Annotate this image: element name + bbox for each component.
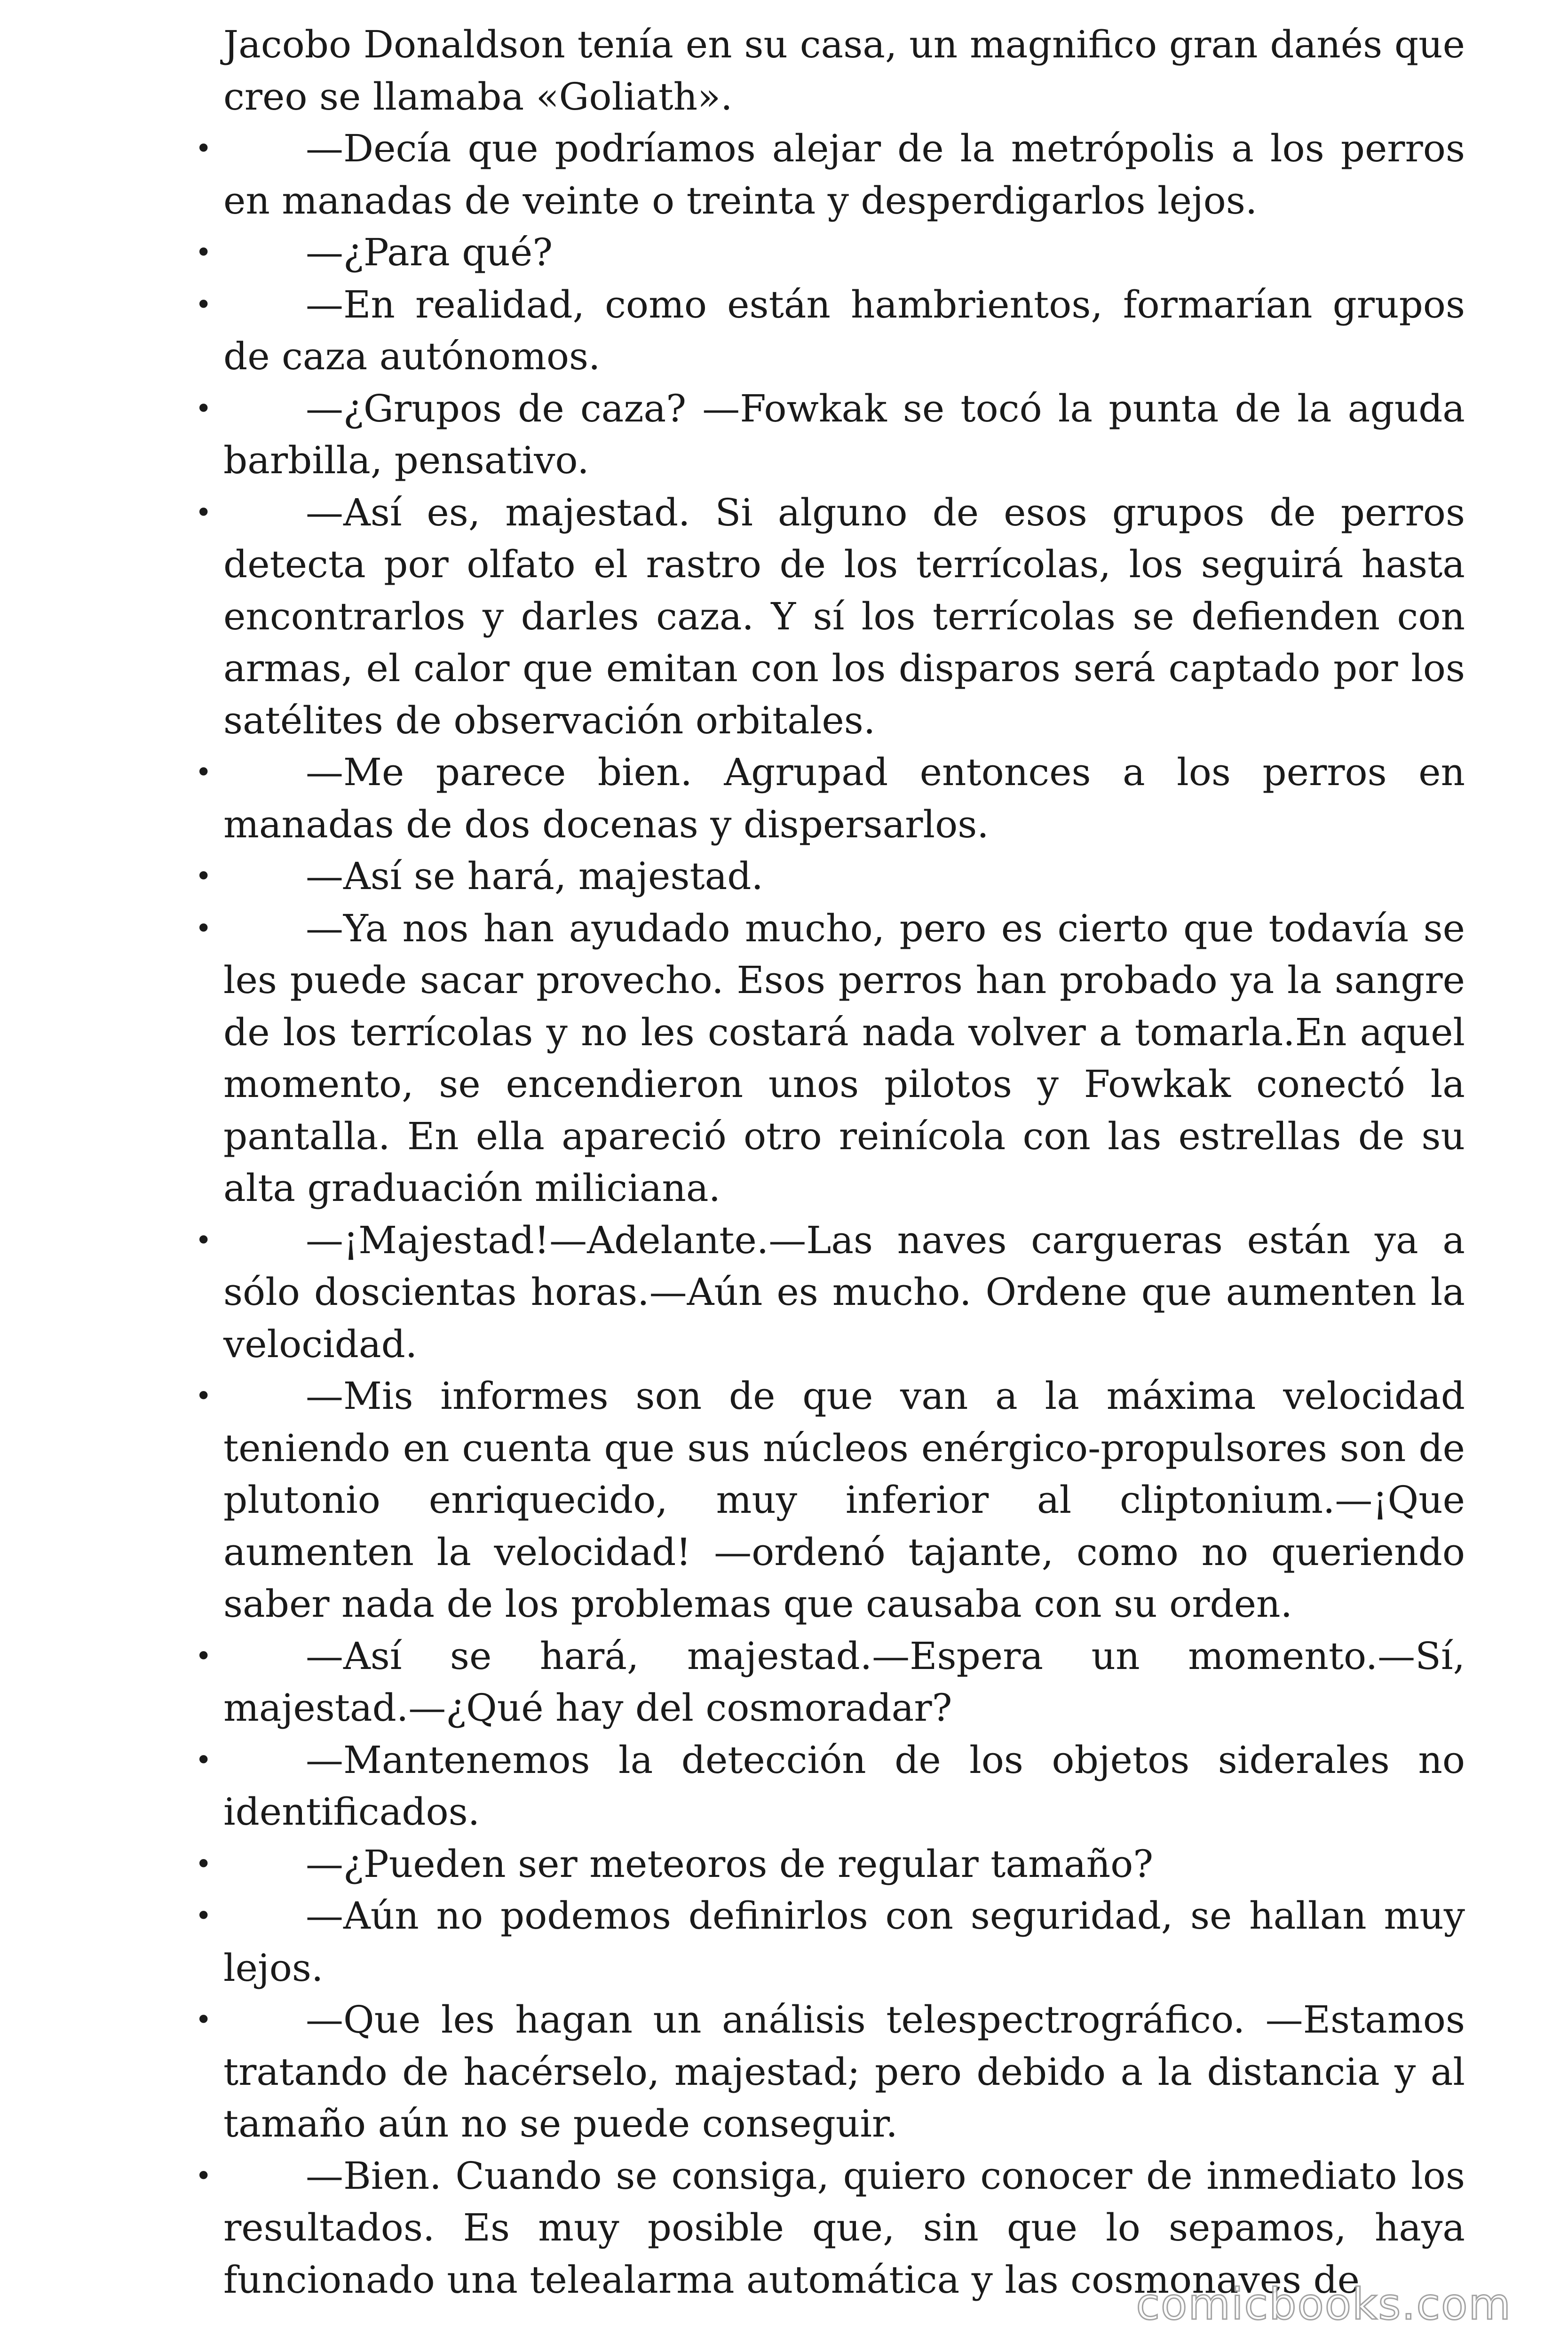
body-text (195, 19, 1465, 2306)
bullet-marker: • (195, 2003, 212, 2036)
paragraph-text: —Así se hará, majestad. (306, 854, 763, 898)
paragraph (195, 123, 1465, 227)
bullet-marker: • (195, 1639, 212, 1673)
paragraph-text: —Ya nos han ayudado mucho, pero es cierto que todavía se les puede sacar provecho. Esos perros han probado ya la sangre de los terrícolas y no les costará nada volver a tomarla.En aquel momento, se encendieron unos pilotos y Fowkak conectó la pantalla. En ella apareció otro reinícola con las estrellas de su alta graduación miliciana. (223, 906, 1465, 1210)
paragraph (195, 279, 1465, 383)
paragraph-text: —Así se hará, majestad.—Espera un momento.—Sí, majestad.—¿Qué hay del cosmoradar? (223, 1634, 1465, 1730)
bullet-marker: • (195, 236, 212, 269)
paragraph (195, 1890, 1465, 1994)
paragraph-text: —Así es, majestad. Si alguno de esos grupos de perros detecta por olfato el rastro de los terrícolas, los seguirá hasta encontrarlos y darles caza. Y sí los terrícolas se defienden con armas, el calor que emitan con los disparos será captado por los satélites de observación orbitales. (223, 490, 1465, 742)
paragraph-text: —Mis informes son de que van a la máxima velocidad teniendo en cuenta que sus núcleos enérgico-propulsores son de plutonio enriquecido, muy inferior al cliptonium.—¡Que aumenten la velocidad! —ordenó tajante, como no queriendo saber nada de los problemas que causaba con su orden. (223, 1374, 1465, 1626)
paragraph (195, 227, 1465, 279)
paragraph-text: —Me parece bien. Agrupad entonces a los perros en manadas de dos docenas y dispersarlos. (223, 750, 1465, 846)
bullet-marker: • (195, 756, 212, 789)
bullet-marker: • (195, 1899, 212, 1932)
paragraph (195, 747, 1465, 850)
bullet-marker: • (195, 860, 212, 893)
paragraph (195, 1838, 1465, 1891)
paragraph (195, 850, 1465, 903)
watermark: comicbooks.com (1136, 2279, 1512, 2329)
paragraph (223, 19, 1465, 123)
paragraph (195, 1994, 1465, 2150)
bullet-marker: • (195, 2159, 212, 2193)
bullet-marker: • (195, 1224, 212, 1257)
bullet-marker: • (195, 912, 212, 945)
paragraph-text: —Bien. Cuando se consiga, quiero conocer de inmediato los resultados. Es muy posible que, sin que lo sepamos, haya funcionado una telealarma automática y las cosmonaves de (223, 2153, 1465, 2302)
paragraph (195, 1734, 1465, 1838)
paragraph (195, 1370, 1465, 1630)
paragraph (195, 383, 1465, 487)
paragraph-text: Jacobo Donaldson tenía en su casa, un magnifico gran danés que creo se llamaba «Goliath». (223, 23, 1465, 119)
paragraph-text: —En realidad, como están hambrientos, formarían grupos de caza autónomos. (223, 282, 1465, 378)
paragraph-text: —Decía que podríamos alejar de la metrópolis a los perros en manadas de veinte o treinta y desperdigarlos lejos. (223, 127, 1465, 222)
bullet-marker: • (195, 1380, 212, 1413)
bullet-marker: • (195, 392, 212, 425)
bullet-marker: • (195, 1847, 212, 1881)
paragraph-text: —Mantenemos la detección de los objetos siderales no identificados. (223, 1738, 1465, 1834)
bullet-marker: • (195, 1743, 212, 1777)
paragraph-text: —¡Majestad!—Adelante.—Las naves cargueras están ya a sólo doscientas horas.—Aún es mucho. Ordene que aumenten la velocidad. (223, 1218, 1465, 1366)
bullet-marker: • (195, 288, 212, 321)
paragraph (195, 487, 1465, 747)
paragraph (195, 1630, 1465, 1734)
paragraph-text: —¿Para qué? (306, 230, 553, 274)
paragraph (195, 1215, 1465, 1371)
paragraph (195, 903, 1465, 1215)
paragraph-text: —¿Grupos de caza? —Fowkak se tocó la punta de la aguda barbilla, pensativo. (223, 386, 1465, 482)
bullet-marker: • (195, 496, 212, 529)
bullet-marker: • (195, 132, 212, 165)
paragraph-text: —¿Pueden ser meteoros de regular tamaño? (306, 1842, 1154, 1886)
paragraph-text: —Aún no podemos definirlos con seguridad, se hallan muy lejos. (223, 1894, 1465, 1990)
paragraph-text: —Que les hagan un análisis telespectrográfico. —Estamos tratando de hacérselo, majestad; pero debido a la distancia y al tamaño aún no se puede conseguir. (223, 1998, 1465, 2145)
